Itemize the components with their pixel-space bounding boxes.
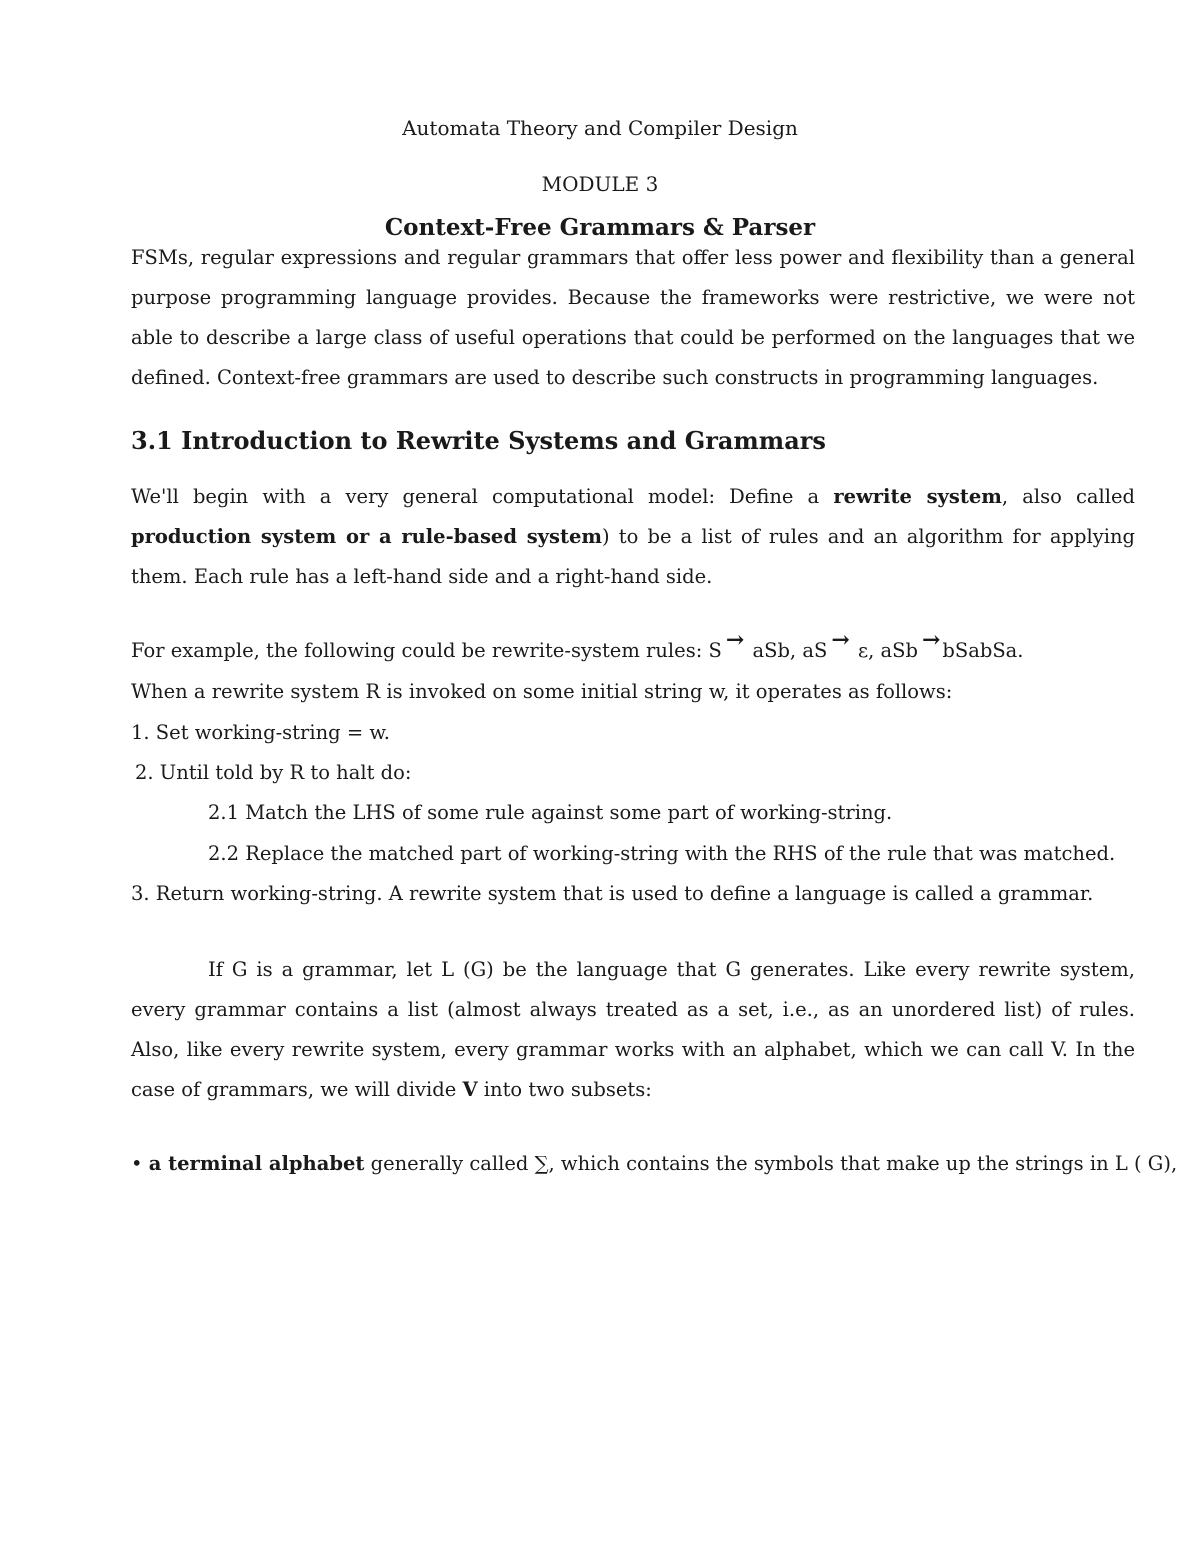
example-rules-line <box>131 627 1024 663</box>
text-run: bSabSa. <box>942 639 1024 662</box>
step-3: 3. Return working-string. A rewrite system that is used to define a language is called a grammar. <box>131 882 1094 905</box>
step-2-2: 2.2 Replace the matched part of working-string with the RHS of the rule that was matched. <box>208 842 1116 865</box>
arrow-icon: → <box>831 627 850 653</box>
term-rewrite-system: rewrite system <box>833 485 1002 508</box>
bullet-item <box>131 1152 1177 1175</box>
term-v: V <box>462 1078 478 1101</box>
bullet-icon: • <box>131 1152 149 1175</box>
text-run: aSb, aS <box>752 639 828 662</box>
module-label: MODULE 3 <box>541 172 659 196</box>
term-terminal-alphabet: a terminal alphabet <box>148 1152 365 1175</box>
step-1: 1. Set working-string = w. <box>131 721 390 744</box>
arrow-icon: → <box>725 627 745 653</box>
text-run: ε, aSb <box>857 639 918 662</box>
text-run: into two subsets: <box>477 1078 652 1101</box>
intro-paragraph: FSMs, regular expressions and regular grammars that offer less power and flexibility than a general purpose programming language provides. Because the frameworks were restrictive, we were not able to describe a large class of useful operations that could be performed on the languages that we defined. Context-free grammars are used to describe such constructs in programming languages. <box>131 246 1135 389</box>
chapter-title: Context-Free Grammars & Parser <box>384 214 816 241</box>
arrow-icon: → <box>921 627 941 653</box>
step-2: 2. Until told by R to halt do: <box>135 761 412 784</box>
text-run: generally called ∑, which contains the symbols that make up the strings in L ( G), <box>364 1152 1178 1175</box>
rewrite-system-paragraph <box>131 477 1135 597</box>
term-production-system: production system or a rule-based system <box>131 525 603 548</box>
text-run: We'll begin with a very general computational model: Define a <box>131 485 834 508</box>
text-run: If G is a grammar, let L (G) be the language that G generates. Like every rewrite system, every grammar contains a list (almost always treated as a set, i.e., as an unordered list) of rules. Also, like every rewrite system, every grammar works with an alphabet, which we can call V. In the case of grammars, we will divide <box>131 958 1135 1101</box>
text-run: ) to be a list of rules and an algorithm for applying them. Each rule has a left-hand side and a right-hand side. <box>131 525 1135 588</box>
invoke-line: When a rewrite system R is invoked on some initial string w, it operates as follows: <box>131 680 953 703</box>
course-title: Automata Theory and Compiler Design <box>402 116 798 140</box>
section-heading: 3.1 Introduction to Rewrite Systems and Grammars <box>131 426 826 455</box>
grammar-paragraph <box>131 950 1135 1110</box>
text-run: , also called <box>1001 485 1136 508</box>
text-run: For example, the following could be rewrite-system rules: S <box>131 639 722 662</box>
step-2-1: 2.1 Match the LHS of some rule against some part of working-string. <box>208 801 893 824</box>
